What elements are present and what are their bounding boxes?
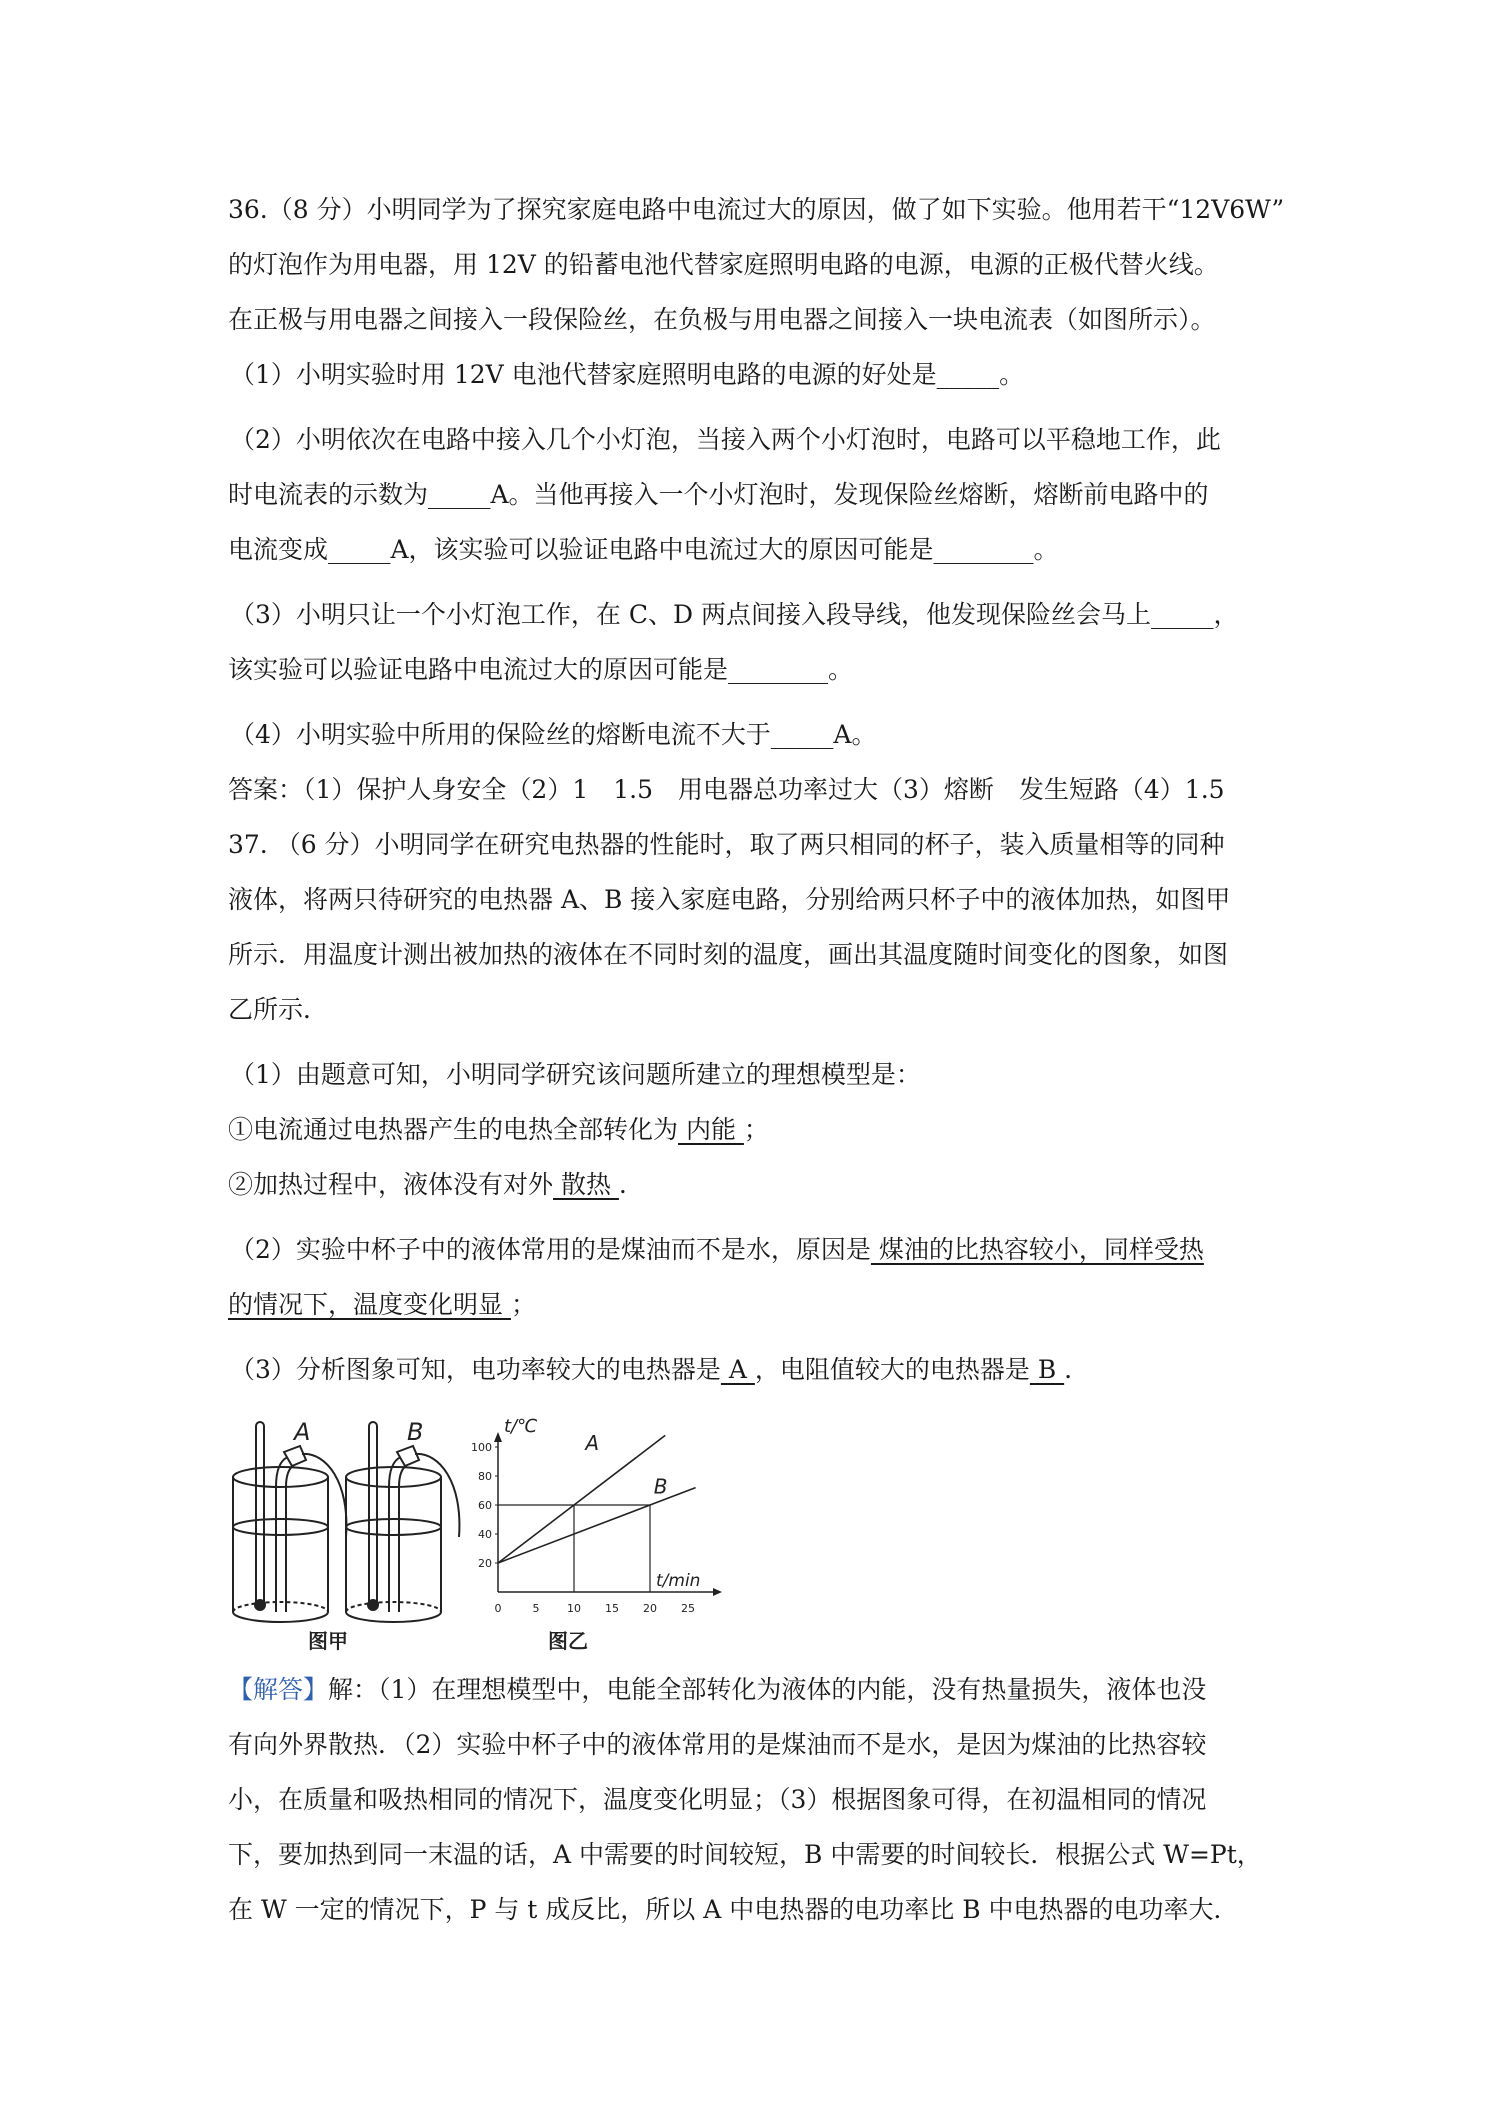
- series-line-b: [498, 1488, 696, 1563]
- q37-line: （1）由题意可知，小明同学研究该问题所建立的理想模型是：: [230, 1060, 921, 1089]
- x-tick-label: 25: [681, 1602, 695, 1615]
- q37-q2-answer: 煤油的比热容较小，同样受热: [870, 1235, 1204, 1264]
- q36-line: 36.（8 分）小明同学为了探究家庭电路中电流过大的原因，做了如下实验。他用若干“12V6W”: [228, 195, 1285, 224]
- q37-item2-text: ②加热过程中，液体没有对外: [228, 1170, 554, 1199]
- q37-item1-answer: 内能: [678, 1115, 744, 1144]
- x-tick-label: 10: [567, 1602, 581, 1615]
- q37-item1: [228, 1107, 1268, 1153]
- q37-item1-end: ；: [743, 1115, 769, 1144]
- q37-line: 37. （6 分）小明同学在研究电热器的性能时，取了两只相同的杯子，装入质量相等的同种: [228, 830, 1225, 859]
- q37-q2-answer-cont: 的情况下，温度变化明显: [228, 1290, 511, 1319]
- y-tick-label: 60: [478, 1499, 492, 1512]
- q36-line: （4）小明实验中所用的保险丝的熔断电流不大于_____A。: [230, 720, 877, 749]
- q37-item2: [228, 1162, 1268, 1208]
- q36-line: （3）小明只让一个小灯泡工作，在 C、D 两点间接入段导线，他发现保险丝会马上_____，: [230, 600, 1239, 629]
- q36-line: 电流变成_____A，该实验可以验证电路中电流过大的原因可能是________。: [228, 535, 1059, 564]
- q37-line: 液体，将两只待研究的电热器 A、B 接入家庭电路，分别给两只杯子中的液体加热，如图甲: [228, 885, 1231, 914]
- solution-line: 在 W 一定的情况下，P 与 t 成反比，所以 A 中电热器的电功率比 B 中电热器的电功率大．: [228, 1895, 1239, 1924]
- x-axis-arrow: [713, 1588, 722, 1596]
- heater-b-label: B: [407, 1418, 424, 1446]
- q37-q2-text: （2）实验中杯子中的液体常用的是煤油而不是水，原因是: [230, 1235, 871, 1264]
- y-tick-label: 40: [478, 1528, 492, 1541]
- q36-line: 在正极与用电器之间接入一段保险丝，在负极与用电器之间接入一块电流表（如图所示）。: [228, 305, 1216, 334]
- x-tick-label: 20: [643, 1602, 657, 1615]
- series-line-a: [498, 1435, 665, 1563]
- x-tick-label: 5: [532, 1602, 540, 1615]
- series-label-a: A: [585, 1430, 600, 1455]
- figure-jia-caption: 图甲: [308, 1629, 348, 1653]
- figure-yi-caption: 图乙: [548, 1629, 588, 1653]
- q37-q3-answer2: B: [1029, 1355, 1065, 1384]
- solution-text: 解：（1）在理想模型中，电能全部转化为液体的内能，没有热量损失，液体也没: [328, 1675, 1207, 1704]
- q37-item2-answer: 散热: [553, 1170, 619, 1199]
- q36-line: 时电流表的示数为_____A。当他再接入一个小灯泡时，发现保险丝熔断，熔断前电路中的: [228, 480, 1209, 509]
- q36-line: 的灯泡作为用电器，用 12V 的铅蓄电池代替家庭照明电路的电源，电源的正极代替火线。: [228, 250, 1219, 279]
- q37-q2: [230, 1227, 1270, 1273]
- x-tick-label: 15: [605, 1602, 619, 1615]
- y-tick-label: 100: [471, 1441, 492, 1454]
- solution-tag: 【解答】: [228, 1675, 329, 1704]
- temperature-time-chart: [471, 1416, 722, 1615]
- x-tick-label: 0: [494, 1602, 502, 1615]
- q36-line: 该实验可以验证电路中电流过大的原因可能是________。: [228, 655, 854, 684]
- q37-q2-cont: [228, 1282, 1268, 1328]
- q36-line: （2）小明依次在电路中接入几个小灯泡，当接入两个小灯泡时，电路可以平稳地工作，此: [230, 425, 1221, 454]
- solution-line: 下，要加热到同一末温的话，A 中需要的时间较短，B 中需要的时间较长．根据公式 W=Pt，: [228, 1840, 1262, 1869]
- solution-line: 有向外界散热．（2）实验中杯子中的液体常用的是煤油而不是水，是因为煤油的比热容较: [228, 1730, 1207, 1759]
- q37-q3-text: （3）分析图象可知，电功率较大的电热器是: [230, 1355, 721, 1384]
- q37-item1-text: ①电流通过电热器产生的电热全部转化为: [228, 1115, 679, 1144]
- q37-q3-end: .: [1064, 1355, 1073, 1384]
- heater-a-label: A: [294, 1418, 311, 1446]
- q37-item2-end: .: [618, 1170, 627, 1199]
- y-axis-title: t/℃: [504, 1416, 538, 1437]
- solution-line: 小，在质量和吸热相同的情况下，温度变化明显；（3）根据图象可得，在初温相同的情况: [228, 1785, 1207, 1814]
- q37-q3: [230, 1347, 1270, 1393]
- beaker-b-illustration: [346, 1422, 459, 1622]
- q37-q3-answer1: A: [720, 1355, 755, 1384]
- q37-line: 乙所示．: [228, 995, 329, 1024]
- beaker-a-illustration: [233, 1422, 346, 1622]
- q37-q3-mid: ，电阻值较大的电热器是: [754, 1355, 1030, 1384]
- q36-answer: 答案：（1）保护人身安全（2）1 1.5 用电器总功率过大（3）熔断 发生短路（4）1.5: [228, 775, 1225, 804]
- solution-first-line: [228, 1667, 1268, 1713]
- q36-line: （1）小明实验时用 12V 电池代替家庭照明电路的电源的好处是_____。: [230, 360, 1025, 389]
- y-tick-label: 80: [478, 1470, 492, 1483]
- series-label-b: B: [653, 1474, 668, 1499]
- q37-line: 所示．用温度计测出被加热的液体在不同时刻的温度，画出其温度随时间变化的图象，如图: [228, 940, 1229, 969]
- experiment-figure: [228, 1412, 748, 1657]
- y-axis-arrow: [494, 1432, 502, 1442]
- x-axis-title: t/min: [656, 1571, 701, 1591]
- y-tick-label: 20: [478, 1557, 492, 1570]
- q37-q2-end: ；: [510, 1290, 536, 1319]
